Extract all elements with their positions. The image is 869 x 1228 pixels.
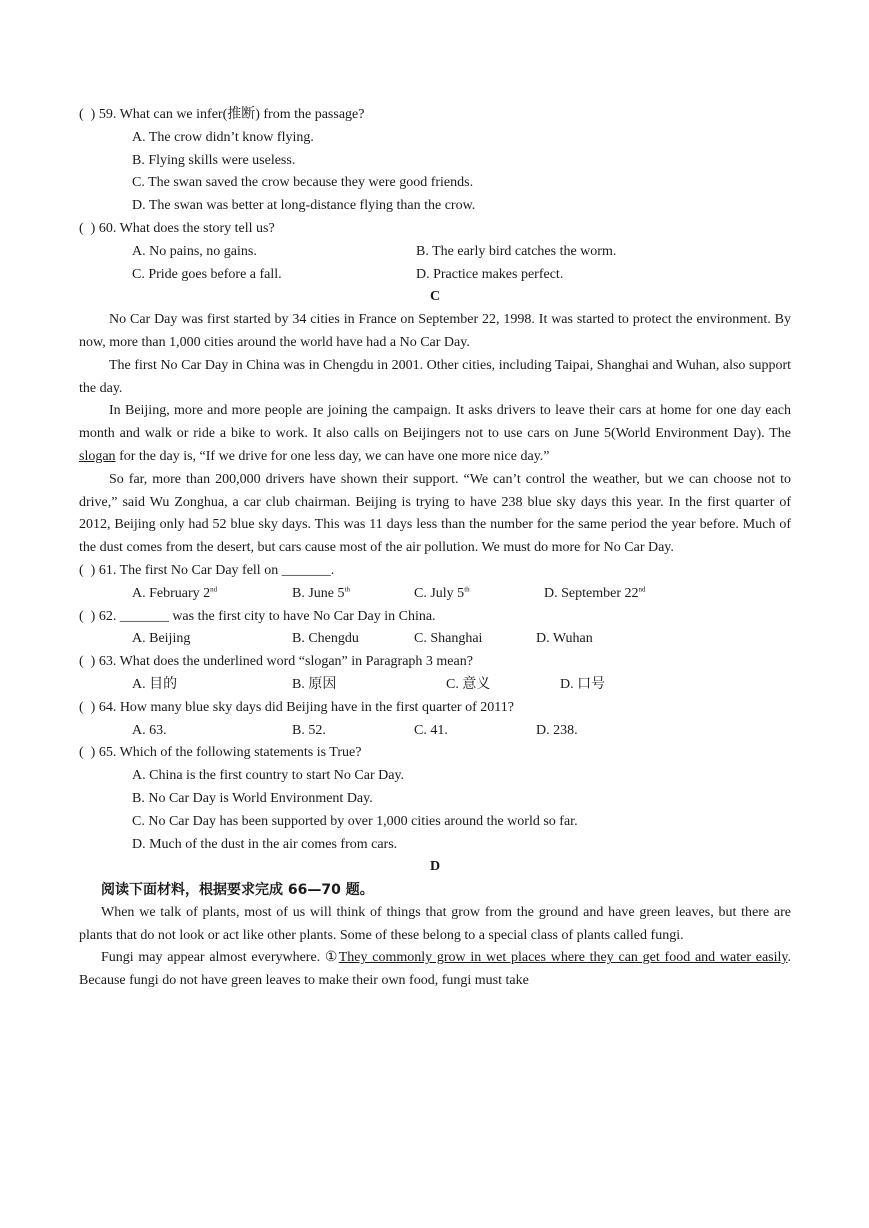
question-60-option-b: B. The early bird catches the worm. xyxy=(416,243,617,259)
question-63-stem: ( ) 63. What does the underlined word “slogan” in Paragraph 3 mean? xyxy=(79,654,473,670)
question-64-option-d: D. 238. xyxy=(536,722,578,738)
question-63-option-c: C. 意义 xyxy=(446,676,491,692)
question-64-option-b: B. 52. xyxy=(292,722,326,738)
section-c-paragraph-4: So far, more than 200,000 drivers have shown their support. “We can’t control the weather, but we can choose not to drive,” said Wu Zonghua, a car club chairman. Beijing is trying to have 238 blue sky days this year. In the first quarter of 2012, Beijing only had 52 blue sky days. This was 11 days less than the number for the same period the year before. Much of the dust comes from the desert, but cars cause most of the air pollution. We must do more for No Car Day. xyxy=(79,471,791,556)
question-65-option-a: A. China is the first country to start No Car Day. xyxy=(132,768,405,784)
section-c-heading: C xyxy=(429,289,441,305)
question-59-stem: ( ) 59. What can we infer(推断) from the passage? xyxy=(79,107,365,122)
section-c-paragraph-2: The first No Car Day in China was in Chengdu in 2001. Other cities, including Taipai, Shanghai and Wuhan, also support the day. xyxy=(79,357,791,396)
paragraph-d2-text-b: . Because fungi do not have green leaves to make their own food, fungi must take xyxy=(79,950,791,989)
question-63-options xyxy=(79,674,791,697)
question-65-option-d: D. Much of the dust in the air comes from cars. xyxy=(132,836,398,852)
section-d-paragraph-1: When we talk of plants, most of us will think of things that grow from the ground and have green leaves, but there are plants that do not look or act like other plants. Some of these belong to a special class of plants called fungi. xyxy=(79,904,791,943)
question-63-option-a: A. 目的 xyxy=(132,676,178,692)
question-62-option-a: A. Beijing xyxy=(132,631,191,647)
option-d-text: D. September 22 xyxy=(544,585,639,601)
question-65-option-c: C. No Car Day has been supported by over 1,000 cities around the world so far. xyxy=(132,813,578,829)
option-a-suffix: nd xyxy=(210,585,218,594)
question-60-option-a: A. No pains, no gains. xyxy=(132,243,257,259)
question-59-option-d: D. The swan was better at long-distance flying than the crow. xyxy=(132,198,476,214)
question-59-option-b: B. Flying skills were useless. xyxy=(132,152,296,168)
question-64-options xyxy=(79,720,791,743)
option-b-text: B. June 5 xyxy=(292,585,345,601)
question-64-stem: ( ) 64. How many blue sky days did Beijing have in the first quarter of 2011? xyxy=(79,699,514,715)
question-61-stem: ( ) 61. The first No Car Day fell on _______. xyxy=(79,562,335,578)
section-d-paragraph-2 xyxy=(79,947,791,993)
question-59-option-c: C. The swan saved the crow because they were good friends. xyxy=(132,175,474,191)
section-d-instruction: 阅读下面材料，根据要求完成 66—70 题。 xyxy=(101,882,374,899)
option-d-suffix: nd xyxy=(638,585,646,594)
question-61-option-c xyxy=(414,583,544,606)
question-62-options xyxy=(79,628,791,651)
question-63-option-b: B. 原因 xyxy=(292,676,337,692)
exam-page xyxy=(79,104,791,993)
question-62-option-d: D. Wuhan xyxy=(536,631,593,647)
underlined-word-slogan: slogan xyxy=(79,448,116,464)
question-64-option-a: A. 63. xyxy=(132,722,167,738)
question-60-stem: ( ) 60. What does the story tell us? xyxy=(79,220,275,236)
section-c-paragraph-1: No Car Day was first started by 34 cities in France on September 22, 1998. It was started to protect the environment. By now, more than 1,000 cities around the world have had a No Car Day. xyxy=(79,312,791,350)
question-61-option-b xyxy=(292,583,414,606)
option-b-suffix: th xyxy=(344,585,350,594)
option-a-text: A. February 2 xyxy=(132,585,211,601)
question-63-option-d: D. 口号 xyxy=(560,676,606,692)
paragraph-d2-text-a: Fungi may appear almost everywhere. ① xyxy=(101,950,339,966)
question-60-option-c: C. Pride goes before a fall. xyxy=(132,266,282,282)
option-c-text: C. July 5 xyxy=(414,585,465,601)
paragraph-3-text-b: for the day is, “If we drive for one less day, we can have one more nice day.” xyxy=(115,448,550,464)
question-65-option-b: B. No Car Day is World Environment Day. xyxy=(132,790,373,806)
question-62-option-c: C. Shanghai xyxy=(414,631,483,647)
question-62-option-b: B. Chengdu xyxy=(292,631,359,647)
question-61-option-d xyxy=(544,583,645,606)
question-62-stem: ( ) 62. _______ was the first city to have No Car Day in China. xyxy=(79,608,436,624)
paragraph-3-text-a: In Beijing, more and more people are joining the campaign. It asks drivers to leave their cars at home for one day each month and walk or ride a bike to work. It also calls on Beijingers not to use cars on June 5(World Environment Day). The xyxy=(79,403,791,442)
question-64-option-c: C. 41. xyxy=(414,722,448,738)
question-60-options-row-1 xyxy=(79,241,791,264)
section-c-paragraph-3 xyxy=(79,400,791,468)
section-d-heading: D xyxy=(429,859,441,875)
question-61-option-a xyxy=(132,583,292,606)
underlined-sentence-1: They commonly grow in wet places where they can get food and water easily xyxy=(338,950,788,966)
question-61-options xyxy=(79,583,791,606)
question-65-stem: ( ) 65. Which of the following statements is True? xyxy=(79,745,362,761)
question-60-option-d: D. Practice makes perfect. xyxy=(416,266,564,282)
question-60-options-row-2 xyxy=(79,264,791,287)
question-59-option-a: A. The crow didn’t know flying. xyxy=(132,129,314,145)
option-c-suffix: th xyxy=(464,585,470,594)
